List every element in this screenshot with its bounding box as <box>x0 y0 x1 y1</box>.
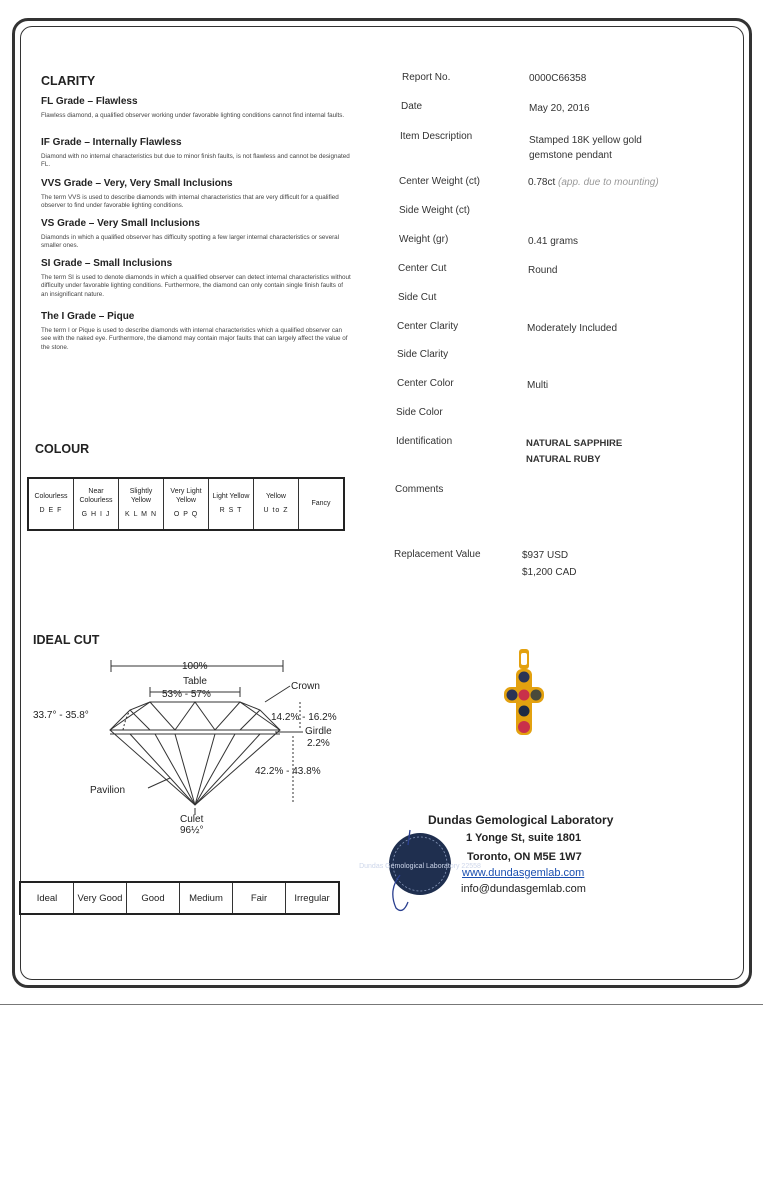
crown-angle-label: 33.7° - 35.8° <box>33 710 89 721</box>
weight-label: Weight (gr) <box>399 234 449 245</box>
colour-cell-yellow: Yellow U to Z <box>254 478 299 530</box>
colour-cell-colourless: Colourless D E F <box>28 478 74 530</box>
cut-grade-table <box>19 881 340 915</box>
lab-seal <box>359 820 481 915</box>
report-no-label: Report No. <box>402 72 451 83</box>
side-color-label: Side Color <box>396 407 443 418</box>
grade-vvs-title: VVS Grade – Very, Very Small Inclusions <box>41 178 233 189</box>
grade-vvs-text: The term VVS is used to describe diamonds with internal characteristics that are very difficult for a qualified observer to find under favorable lighting conditions. <box>41 194 339 210</box>
pendant-photo <box>500 645 550 740</box>
date-label: Date <box>401 101 423 112</box>
side-cut-label: Side Cut <box>398 292 437 303</box>
pavilion-depth-label: 42.2% - 43.8% <box>255 766 321 777</box>
replacement-cad: $1,200 CAD <box>522 567 577 578</box>
center-clarity-value: Moderately Included <box>527 323 618 334</box>
lab-address-1: 1 Yonge St, suite 1801 <box>466 832 582 844</box>
colour-cell-fancy: Fancy <box>299 478 345 530</box>
grade-si-text: The term SI is used to denote diamonds in which a qualified observer can detect internal characteristics without difficulty under favorable lighting conditions. Furthermore, the diamond can only contain single finish faults of an insignificant nature. <box>41 274 351 298</box>
center-clarity-label: Center Clarity <box>397 321 459 332</box>
cut-grade-medium: Medium <box>180 882 233 914</box>
cut-grade-ideal: Ideal <box>20 882 74 914</box>
comments-label: Comments <box>395 484 444 495</box>
grade-vs-title: VS Grade – Very Small Inclusions <box>41 218 200 229</box>
clarity-heading: CLARITY <box>41 74 96 88</box>
colour-cell-very-light-yellow: Very Light Yellow O P Q <box>164 478 209 530</box>
center-weight-note: (app. due to mounting) <box>558 177 659 188</box>
identification-label: Identification <box>396 436 453 447</box>
girdle-value: 2.2% <box>307 738 330 749</box>
page-divider <box>0 1004 763 1005</box>
ideal-cut-diagram <box>25 650 370 840</box>
center-cut-label: Center Cut <box>398 263 447 274</box>
weight-value: 0.41 grams <box>528 236 579 247</box>
cut-grade-good: Good <box>127 882 180 914</box>
grade-fl-title: FL Grade – Flawless <box>41 96 138 107</box>
grade-fl-text: Flawless diamond, a qualified observer working under favorable lighting conditions cannot find internal faults. <box>41 112 345 119</box>
side-clarity-label: Side Clarity <box>397 349 449 360</box>
colour-heading: COLOUR <box>35 442 90 456</box>
table-label: Table <box>183 676 207 687</box>
center-color-label: Center Color <box>397 378 454 389</box>
crown-label: Crown <box>291 681 320 692</box>
date-value: May 20, 2016 <box>529 103 590 114</box>
girdle-label: Girdle <box>305 726 332 737</box>
lab-name: Dundas Gemological Laboratory <box>428 813 614 827</box>
pavilion-label: Pavilion <box>90 785 126 796</box>
colour-scale-table <box>27 477 345 531</box>
grade-vs-text: Diamonds in which a qualified observer has difficulty spotting a few larger internal characteristics or several smaller ones. <box>41 234 340 250</box>
total-width-label: 100% <box>182 661 208 672</box>
grade-i-title: The I Grade – Pique <box>41 311 135 322</box>
center-weight-value: 0.78ct (app. due to mounting) <box>528 177 659 188</box>
culet-value: 96½° <box>180 825 204 836</box>
lab-website-link[interactable]: www.dundasgemlab.com <box>462 867 585 879</box>
center-cut-value: Round <box>528 265 558 276</box>
culet-label: Culet <box>180 814 204 825</box>
center-color-value: Multi <box>527 380 549 391</box>
colour-cell-slightly-yellow: Slightly Yellow K L M N <box>119 478 164 530</box>
grade-i-text: The term I or Pique is used to describe diamonds with internal characteristics which a qualified observer can see with the naked eye. Furthermore, the diamond may contain major faults that can largely affect the value of the stone. <box>41 327 348 351</box>
colour-cell-light-yellow: Light Yellow R S T <box>209 478 254 530</box>
identification-value-2: NATURAL RUBY <box>526 454 601 465</box>
cut-grade-fair: Fair <box>233 882 286 914</box>
seal-text: Dundas Gemological Laboratory 22558 <box>359 863 481 870</box>
lab-address-2: Toronto, ON M5E 1W7 <box>467 851 582 863</box>
identification-value-1: NATURAL SAPPHIRE <box>526 438 623 449</box>
center-weight-label: Center Weight (ct) <box>399 176 480 187</box>
grade-if-text: Diamond with no internal characteristics but due to minor finish faults, is not flawless and cannot be designated FL. <box>41 153 350 169</box>
replacement-value-label: Replacement Value <box>394 549 481 560</box>
side-weight-label: Side Weight (ct) <box>399 205 470 216</box>
cut-grade-very-good: Very Good <box>74 882 127 914</box>
crown-height-label: 14.2% - 16.2% <box>271 712 337 723</box>
replacement-usd: $937 USD <box>522 550 569 561</box>
lab-email: info@dundasgemlab.com <box>461 883 586 895</box>
grade-if-title: IF Grade – Internally Flawless <box>41 137 182 148</box>
colour-cell-near-colourless: Near Colourless G H I J <box>74 478 119 530</box>
item-description-value: Stamped 18K yellow gold gemstone pendant <box>529 135 642 161</box>
grade-si-title: SI Grade – Small Inclusions <box>41 258 173 269</box>
cut-grade-irregular: Irregular <box>286 882 340 914</box>
report-no-value: 0000C66358 <box>529 73 587 84</box>
table-range-label: 53% - 57% <box>162 689 211 700</box>
item-description-label: Item Description <box>400 131 473 142</box>
ideal-cut-heading: IDEAL CUT <box>33 633 100 647</box>
